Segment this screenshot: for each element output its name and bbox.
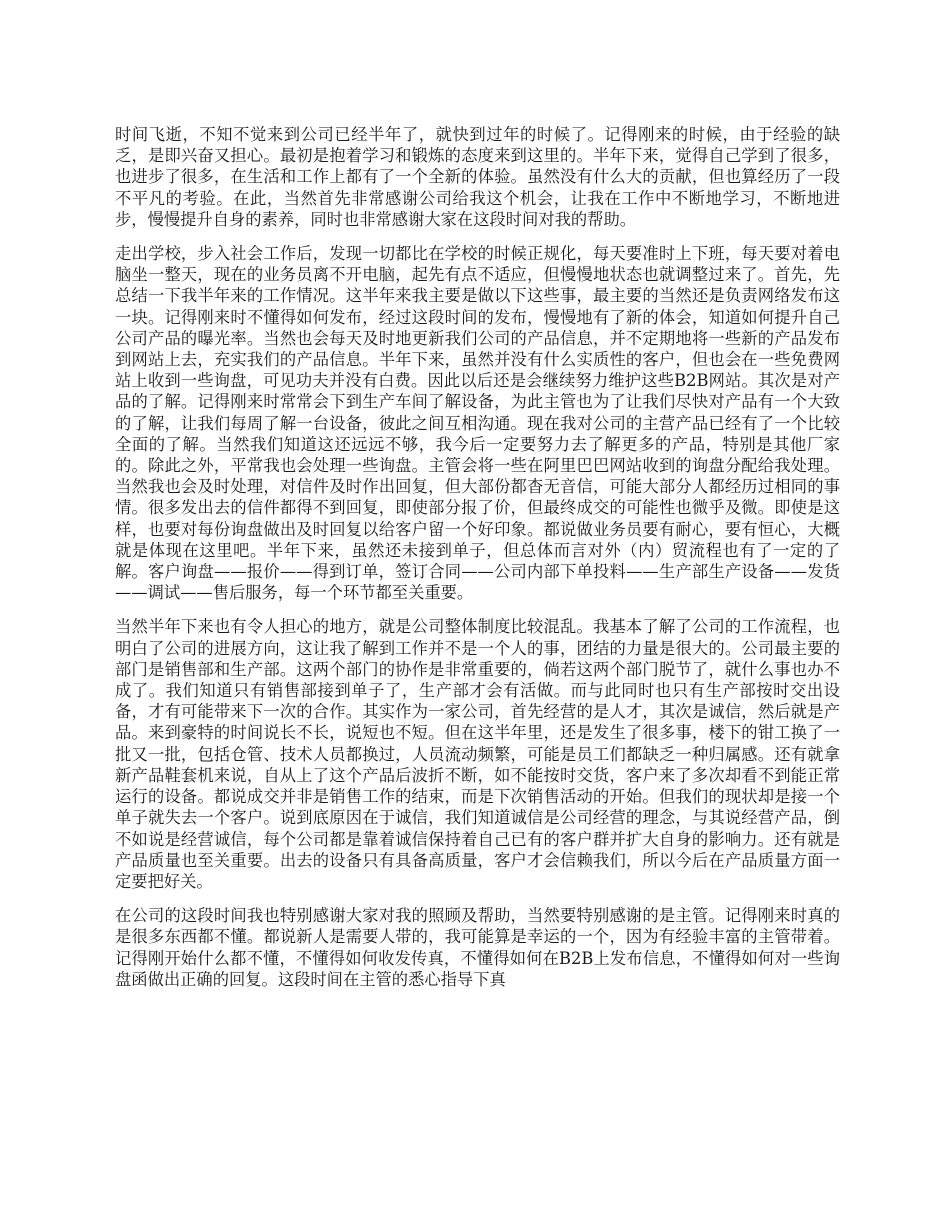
document-body (115, 124, 840, 1003)
paragraph-intro: 时间飞逝，不知不觉来到公司已经半年了，就快到过年的时候了。记得刚来的时候，由于经验的缺乏，是即兴奋又担心。最初是抱着学习和锻炼的态度来到这里的。半年下来，觉得自己学到了很多，也进步了很多，在生活和工作上都有了一个全新的体验。虽然没有什么大的贡献，但也算经历了一段不平凡的考验。在此，当然首先非常感谢公司给我这个机会，让我在工作中不断地学习，不断地进步，慢慢提升自身的素养，同时也非常感谢大家在这段时间对我的帮助。 (115, 125, 840, 229)
paragraph-work-summary: 走出学校，步入社会工作后，发现一切都比在学校的时候正规化，每天要准时上下班，每天要对着电脑坐一整天，现在的业务员离不开电脑，起先有点不适应，但慢慢地状态也就调整过来了。首先，先总结一下我半年来的工作情况。这半年来我主要是做以下这些事，最主要的当然还是负责网络发布这一块。记得刚来时不懂得如何发布，经过这段时间的发布，慢慢地有了新的体会，知道如何提升自己公司产品的曝光率。当然也会每天及时地更新我们公司的产品信息，并不定期地将一些新的产品发布到网站上去，充实我们的产品信息。半年下来，虽然并没有什么实质性的客户，但也会在一些免费网站上收到一些询盘，可见功夫并没有白费。因此以后还是会继续努力维护这些B2B网站。其次是对产品的了解。记得刚来时常常会下到生产车间了解设备，为此主管也为了让我们尽快对产品有一个大致的了解，让我们每周了解一台设备，彼此之间互相沟通。现在我对公司的主营产品已经有了一个比较全面的了解。当然我们知道这还远远不够，我今后一定要努力去了解更多的产品，特别是其他厂家的。除此之外，平常我也会处理一些询盘。主管会将一些在阿里巴巴网站收到的询盘分配给我处理。当然我也会及时处理，对信件及时作出回复，但大部份都杳无音信，可能大部分人都经历过相同的事情。很多发出去的信件都得不到回复，即使部分报了价，但最终成交的可能性也微乎及微。即使是这样，也要对每份询盘做出及时回复以给客户留一个好印象。都说做业务员要有耐心，要有恒心，大概就是体现在这里吧。半年下来，虽然还未接到单子，但总体而言对外（内）贸流程也有了一定的了解。客户询盘——报价——得到订单，签订合同——公司内部下单投料——生产部生产设备——发货——调试——售后服务，每一个环节都至关重要。 (115, 244, 840, 603)
paragraph-concerns: 当然半年下来也有令人担心的地方，就是公司整体制度比较混乱。我基本了解了公司的工作流程，也明白了公司的进展方向，这让我了解到工作并不是一个人的事，团结的力量是很大的。公司最主要的部门是销售部和生产部。这两个部门的协作是非常重要的，倘若这两个部门脱节了，就什么事也办不成了。我们知道只有销售部接到单子了，生产部才会有活做。而与此同时也只有生产部按时交出设备，才有可能带来下一次的合作。其实作为一家公司，首先经营的是人才，其次是诚信，然后就是产品。来到豪特的时间说长不长，说短也不短。但在这半年里，还是发生了很多事，楼下的钳工换了一批又一批，包括仓管、技术人员都换过，人员流动频繁，可能是员工们都缺乏一种归属感。还有就拿新产品鞋套机来说，自从上了这个产品后波折不断，如不能按时交货，客户来了多次却看不到能正常运行的设备。都说成交并非是销售工作的结束，而是下次销售活动的开始。但我们的现状却是接一个单子就失去一个客户。说到底原因在于诚信，我们知道诚信是公司经营的理念，与其说经营产品，倒不如说是经营诚信，每个公司都是靠着诚信保持着自己已有的客户群并扩大自身的影响力。还有就是产品质量也至关重要。出去的设备只有具备高质量，客户才会信赖我们，所以今后在产品质量方面一定要把好关。 (115, 617, 840, 891)
paragraph-thanks: 在公司的这段时间我也特别感谢大家对我的照顾及帮助，当然要特别感谢的是主管。记得刚来时真的是很多东西都不懂。都说新人是需要人带的，我可能算是幸运的一个，因为有经验丰富的主管带着。记得刚开始什么都不懂，不懂得如何收发传真，不懂得如何在B2B上发布信息，不懂得如何对一些询盘函做出正确的回复。这段时间在主管的悉心指导下真 (115, 906, 840, 989)
